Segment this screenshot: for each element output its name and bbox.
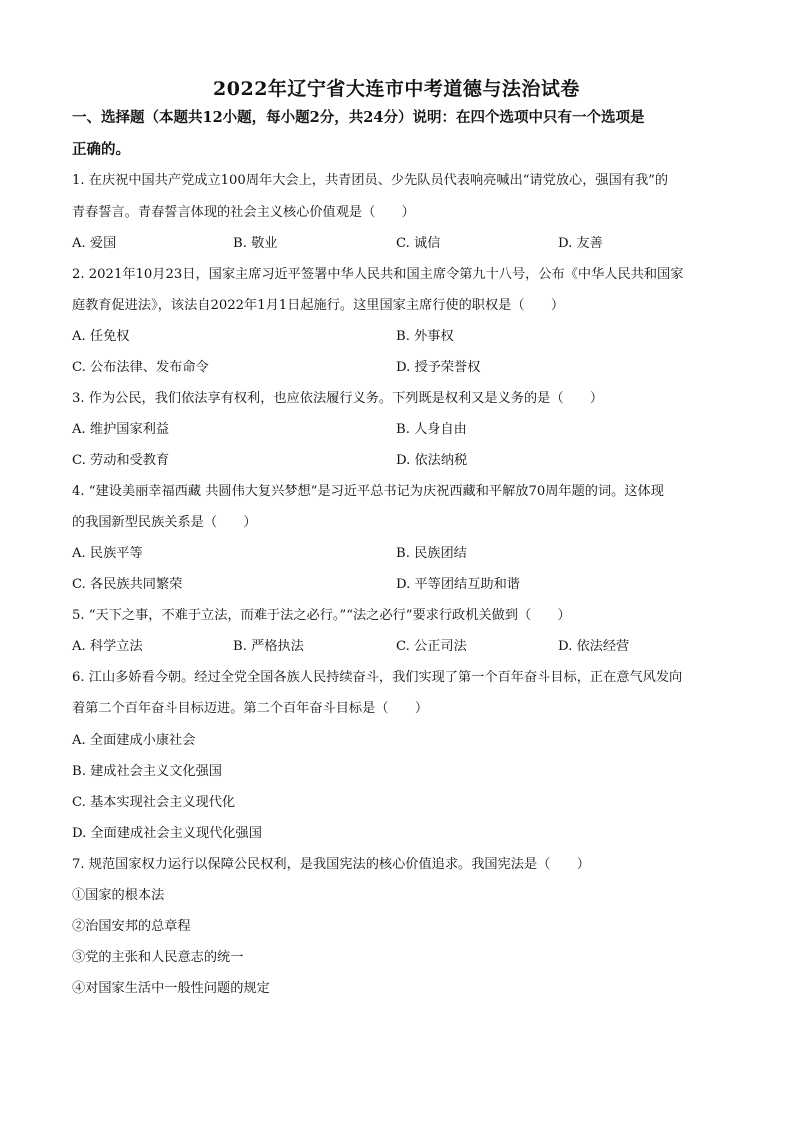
q4-option-c[interactable]: C. 各民族共同繁荣 [72,577,183,592]
question-1-text: 1. 在庆祝中国共产党成立100周年大会上，共青团员、少先队员代表响亮喊出“请党放心，强国有我”的 [72,173,669,188]
q3-option-c[interactable]: C. 劳动和受教育 [72,453,170,468]
q7-statement-1: ①国家的根本法 [72,888,165,903]
q1-option-c[interactable]: C. 诚信 [396,236,441,251]
section-heading-cont: 正确的。 [72,141,130,158]
section-heading: 一、选择题（本题共12小题，每小题2分，共24分）说明：在四个选项中只有一个选项是 [72,109,645,126]
q3-option-b[interactable]: B. 人身自由 [396,422,467,437]
q5-option-a[interactable]: A. 科学立法 [72,639,143,654]
question-6-text-cont: 着第二个百年奋斗目标迈进。第二个百年奋斗目标是（ ） [72,701,429,716]
q4-option-d[interactable]: D. 平等团结互助和谐 [396,577,520,592]
q2-option-b[interactable]: B. 外事权 [396,329,454,344]
question-6-text: 6. 江山多娇看今朝。经过全党全国各族人民持续奋斗，我们实现了第一个百年奋斗目标，正在意气风发向 [72,670,683,685]
question-2-text-cont: 庭教育促进法》，该法自2022年1月1日起施行。这里国家主席行使的职权是（ ） [72,298,565,313]
question-5-text: 5. “天下之事，不难于立法，而难于法之必行。”“法之必行”要求行政机关做到（ ） [72,608,571,623]
q1-option-b[interactable]: B. 敬业 [233,236,278,251]
q5-option-c[interactable]: C. 公正司法 [396,639,467,654]
question-7-text: 7. 规范国家权力运行以保障公民权利，是我国宪法的核心价值追求。我国宪法是（ ） [72,857,590,872]
q7-statement-4: ④对国家生活中一般性问题的规定 [72,981,270,996]
q6-option-d[interactable]: D. 全面建成社会主义现代化强国 [72,826,262,841]
question-3-text: 3. 作为公民，我们依法享有权利，也应依法履行义务。下列既是权利又是义务的是（ ） [72,391,604,406]
q2-option-c[interactable]: C. 公布法律、发布命令 [72,360,209,375]
exam-title: 2022年辽宁省大连市中考道德与法治试卷 [213,78,580,100]
question-4-text-cont: 的我国新型民族关系是（ ） [72,515,257,530]
q7-statement-2: ②治国安邦的总章程 [72,919,191,934]
question-2-text: 2. 2021年10月23日，国家主席习近平签署中华人民共和国主席令第九十八号，公布《中华人民共和国家 [72,267,684,282]
q3-option-a[interactable]: A. 维护国家利益 [72,422,170,437]
question-4-text: 4. “建设美丽幸福西藏 共圆伟大复兴梦想”是习近平总书记为庆祝西藏和平解放70周年题的词。这体现 [72,484,664,499]
q3-option-d[interactable]: D. 依法纳税 [396,453,468,468]
q5-option-b[interactable]: B. 严格执法 [233,639,304,654]
q1-option-d[interactable]: D. 友善 [558,236,603,251]
q6-option-b[interactable]: B. 建成社会主义文化强国 [72,764,222,779]
q7-statement-3: ③党的主张和人民意志的统一 [72,950,244,965]
q4-option-a[interactable]: A. 民族平等 [72,546,143,561]
q2-option-a[interactable]: A. 任免权 [72,329,130,344]
q6-option-c[interactable]: C. 基本实现社会主义现代化 [72,795,236,810]
q1-option-a[interactable]: A. 爱国 [72,236,117,251]
q4-option-b[interactable]: B. 民族团结 [396,546,467,561]
q6-option-a[interactable]: A. 全面建成小康社会 [72,733,196,748]
q5-option-d[interactable]: D. 依法经营 [558,639,630,654]
q2-option-d[interactable]: D. 授予荣誉权 [396,360,481,375]
question-1-text-cont: 青春誓言。青春誓言体现的社会主义核心价值观是（ ） [72,205,415,220]
